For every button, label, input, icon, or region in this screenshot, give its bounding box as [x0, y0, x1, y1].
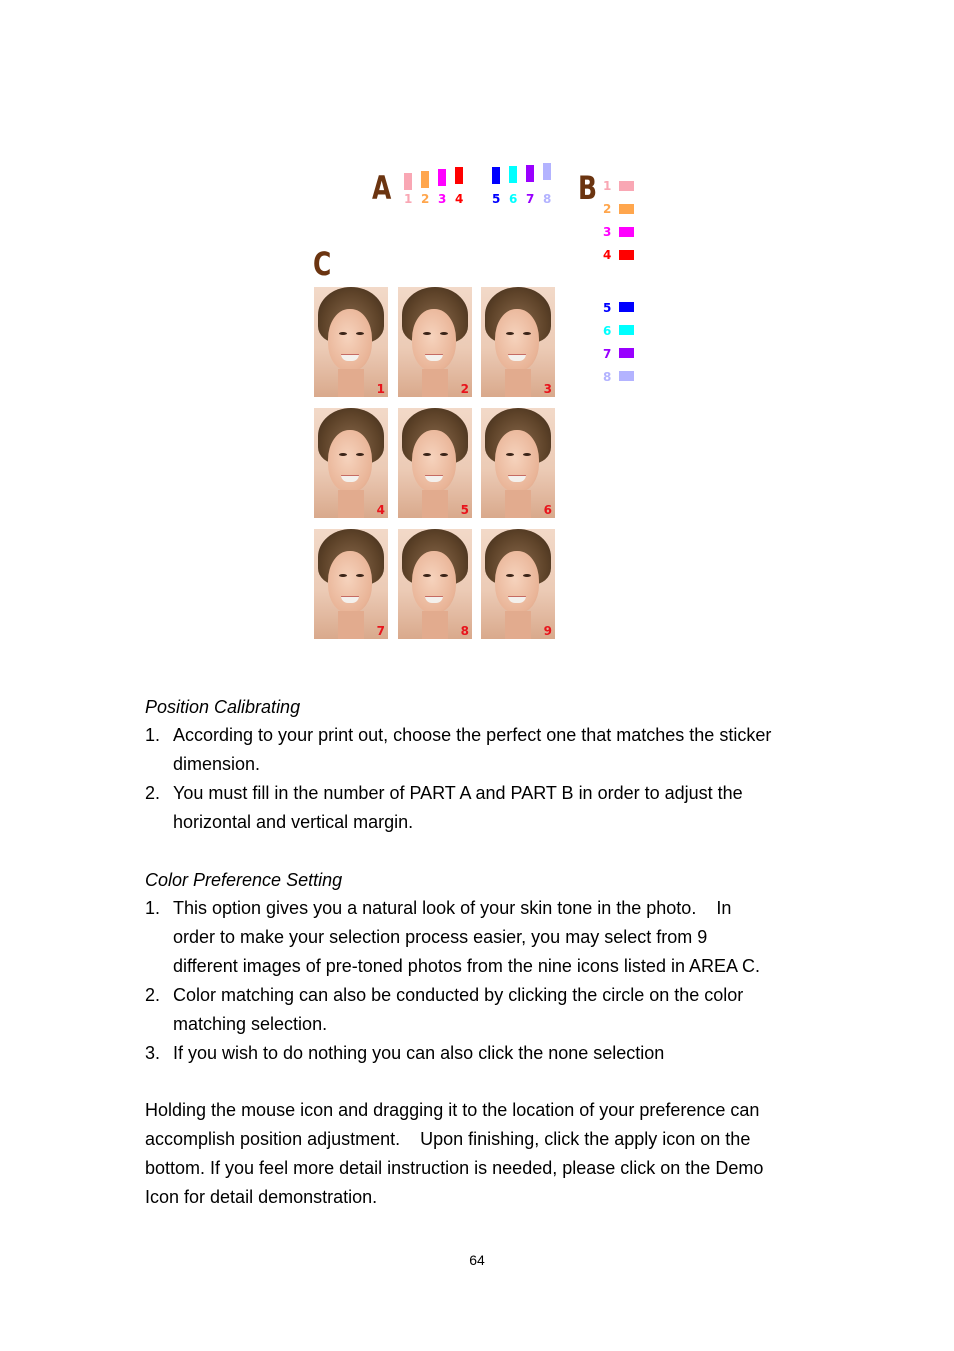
skin-tone-thumbnail-4[interactable]	[314, 408, 388, 518]
part-b-swatch-2	[619, 204, 634, 214]
part-a-num-6: 6	[509, 192, 518, 206]
part-a-num-8: 8	[543, 192, 552, 206]
thumbnail-number: 4	[376, 503, 385, 517]
part-b-swatch-4	[619, 250, 634, 260]
part-a-letter: A	[372, 169, 392, 207]
part-a-num-1: 1	[404, 192, 413, 206]
skin-tone-thumbnail-8[interactable]	[398, 529, 472, 639]
paragraph-line: Icon for detail demonstration.	[145, 1187, 378, 1207]
part-b-swatch-6	[619, 325, 634, 335]
skin-tone-thumbnail-1[interactable]	[314, 287, 388, 397]
part-a-swatch-3	[438, 169, 446, 186]
part-a-swatch-4	[455, 167, 463, 184]
skin-tone-thumbnail-6[interactable]	[481, 408, 555, 518]
part-b-num-7: 7	[603, 347, 612, 361]
skin-tone-thumbnail-5[interactable]	[398, 408, 472, 518]
list-item-number: 1.	[145, 725, 161, 745]
part-a-swatch-5	[492, 167, 500, 184]
part-a-num-3: 3	[438, 192, 447, 206]
part-a-num-7: 7	[526, 192, 535, 206]
skin-tone-thumbnail-3[interactable]	[481, 287, 555, 397]
part-b-swatch-7	[619, 348, 634, 358]
list-item-line: dimension.	[173, 754, 261, 774]
list-item-line: horizontal and vertical margin.	[173, 812, 414, 832]
list-item-number: 3.	[145, 1043, 161, 1063]
part-a-num-2: 2	[421, 192, 430, 206]
section-heading-position-calibrating: Position Calibrating	[145, 697, 301, 717]
page-number: 64	[469, 1252, 485, 1268]
part-b-num-1: 1	[603, 179, 612, 193]
part-a-swatch-6	[509, 166, 517, 183]
part-b-num-8: 8	[603, 370, 612, 384]
list-item-line: If you wish to do nothing you can also click the none selection	[173, 1043, 665, 1063]
thumbnail-number: 6	[543, 503, 552, 517]
paragraph-line: bottom. If you feel more detail instruction is needed, please click on the Demo	[145, 1158, 764, 1178]
list-item-number: 2.	[145, 985, 161, 1005]
thumbnail-number: 5	[460, 503, 469, 517]
paragraph-line: Holding the mouse icon and dragging it to the location of your preference can	[145, 1100, 760, 1120]
list-item-number: 2.	[145, 783, 161, 803]
part-a-swatch-2	[421, 171, 429, 188]
list-item-line: According to your print out, choose the perfect one that matches the sticker	[173, 725, 772, 745]
list-item-line: different images of pre-toned photos from the nine icons listed in AREA C.	[173, 956, 760, 976]
part-c-letter: C	[313, 245, 332, 283]
part-b-num-5: 5	[603, 301, 612, 315]
thumbnail-number: 8	[460, 624, 469, 638]
part-b-num-6: 6	[603, 324, 612, 338]
list-item-line: order to make your selection process easier, you may select from 9	[173, 927, 708, 947]
part-b-swatch-5	[619, 302, 634, 312]
thumbnail-number: 2	[460, 382, 469, 396]
part-a-num-4: 4	[455, 192, 464, 206]
thumbnail-number: 7	[376, 624, 385, 638]
part-b-letter: B	[578, 169, 598, 207]
part-a-swatch-7	[526, 165, 534, 182]
list-item-line: matching selection.	[173, 1014, 328, 1034]
part-a-num-5: 5	[492, 192, 501, 206]
skin-tone-thumbnail-9[interactable]	[481, 529, 555, 639]
list-item-number: 1.	[145, 898, 161, 918]
list-item-line: You must fill in the number of PART A and PART B in order to adjust the	[173, 783, 743, 803]
paragraph-line: accomplish position adjustment. Upon finishing, click the apply icon on the	[145, 1129, 751, 1149]
thumbnail-number: 1	[376, 382, 385, 396]
list-item-line: This option gives you a natural look of your skin tone in the photo. In	[173, 898, 732, 918]
part-a-swatch-8	[543, 163, 551, 180]
part-b-num-3: 3	[603, 225, 612, 239]
list-item-line: Color matching can also be conducted by clicking the circle on the color	[173, 985, 744, 1005]
skin-tone-thumbnail-7[interactable]	[314, 529, 388, 639]
skin-tone-thumbnail-2[interactable]	[398, 287, 472, 397]
part-b-num-2: 2	[603, 202, 612, 216]
section-heading-color-preference-setting: Color Preference Setting	[145, 870, 343, 890]
part-b-swatch-1	[619, 181, 634, 191]
part-b-num-4: 4	[603, 248, 612, 262]
part-b-swatch-3	[619, 227, 634, 237]
part-a-swatch-1	[404, 173, 412, 190]
thumbnail-number: 9	[543, 624, 552, 638]
part-b-swatch-8	[619, 371, 634, 381]
thumbnail-number: 3	[543, 382, 552, 396]
